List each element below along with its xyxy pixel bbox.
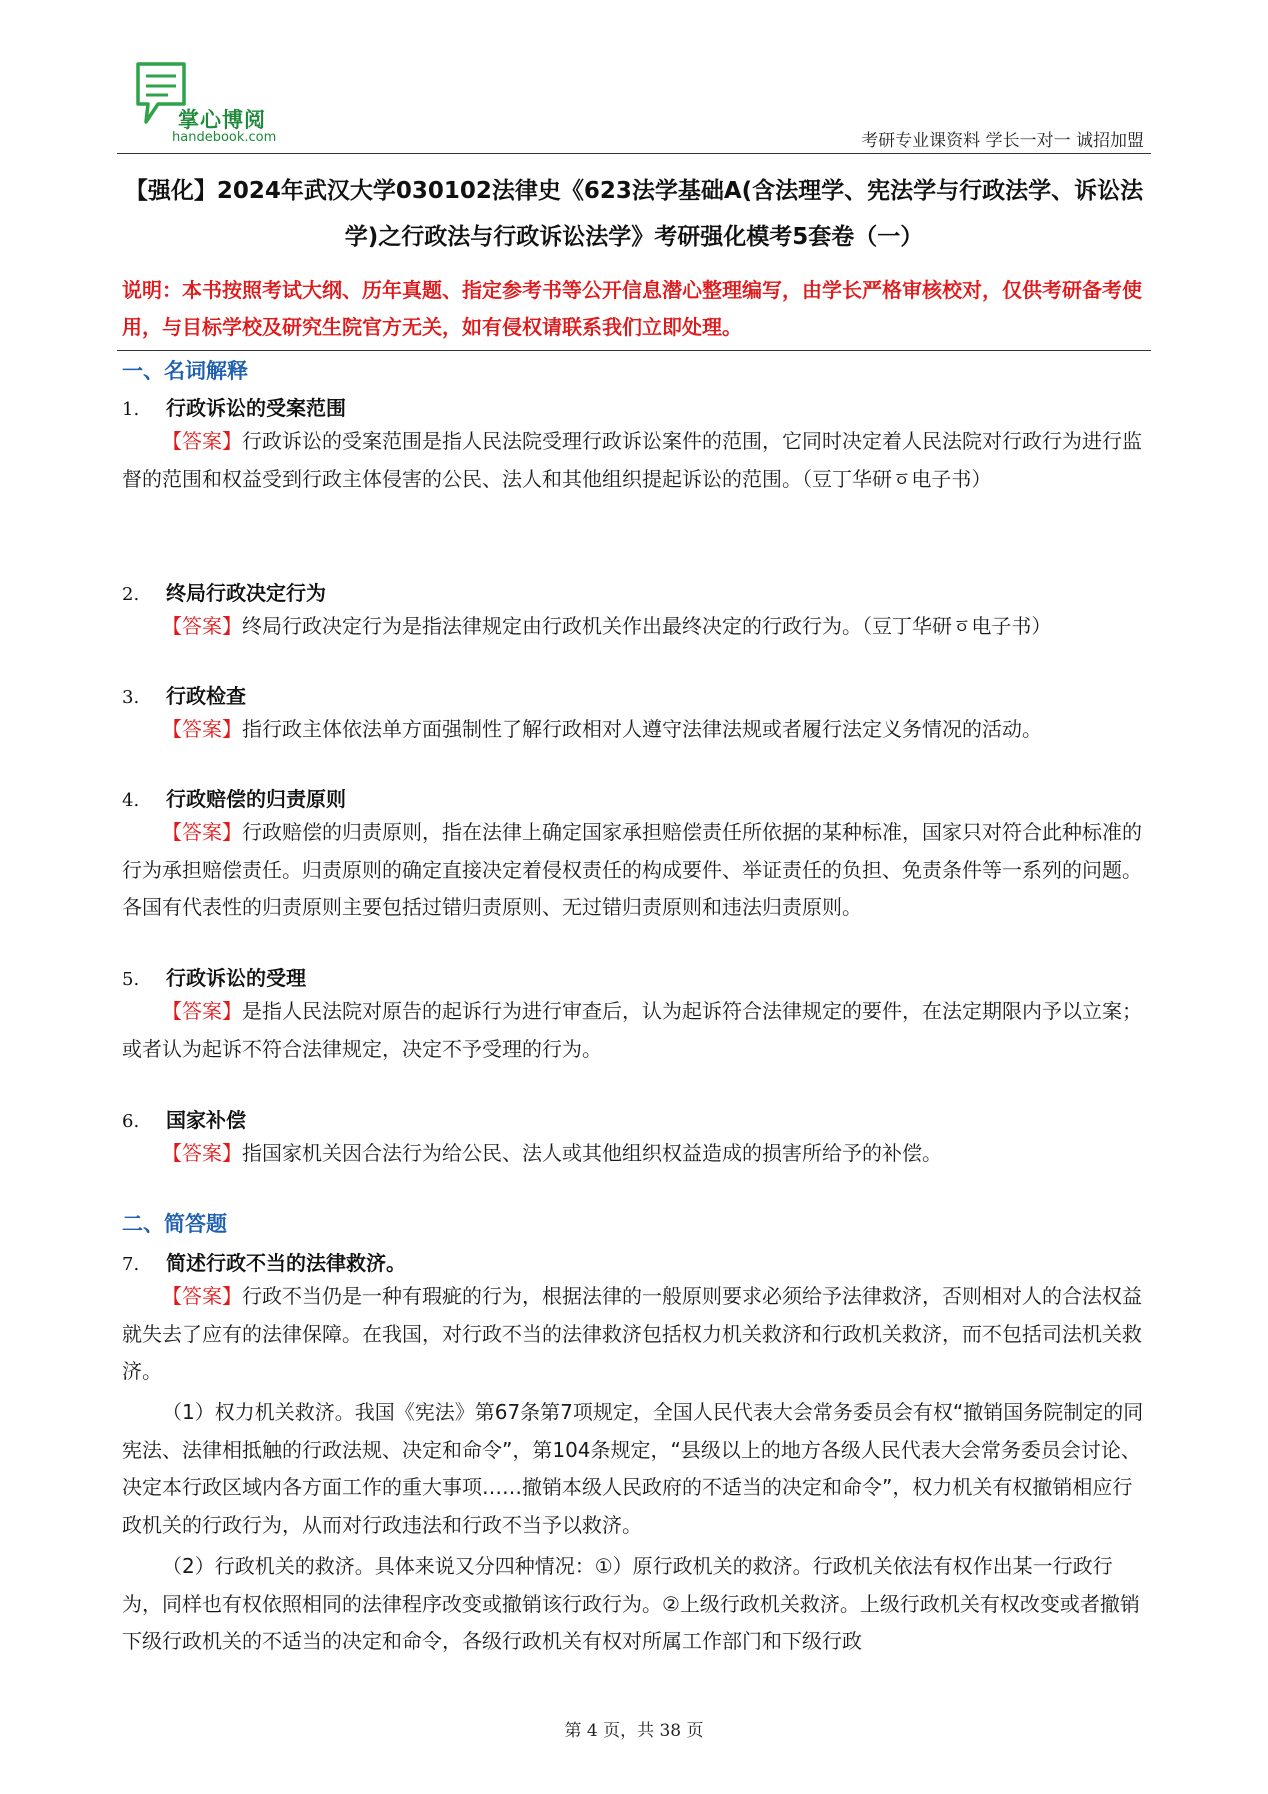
section-heading-terms: 一、名词解释	[122, 359, 248, 383]
question-text: 简述行政不当的法律救济。	[166, 1251, 406, 1275]
question-number: 2.	[122, 584, 140, 605]
answer-text: 指国家机关因合法行为给公民、法人或其他组织权益造成的损害所给予的补偿。	[242, 1141, 942, 1165]
answer-subparagraph: （2）行政机关的救济。具体来说又分四种情况：①）原行政机关的救济。行政机关依法有权作出某一行政行为，同样也有权依照相同的法律程序改变或撤销该行政行为。②上级行政机关救济。上级行政机关有权改变或者撤销下级行政机关的不适当的决定和命令，各级行政机关有权对所属工作部门和下级行政	[122, 1554, 1140, 1653]
question-title	[122, 577, 326, 606]
answer-paragraph	[122, 1278, 1152, 1391]
question-text: 终局行政决定行为	[166, 581, 326, 605]
logo-text: 掌心博阅	[178, 108, 266, 132]
question-text: 行政诉讼的受案范围	[166, 396, 346, 420]
question-title	[122, 1247, 406, 1276]
question-text: 行政诉讼的受理	[166, 966, 306, 990]
answer-paragraph	[122, 423, 1152, 498]
question-number: 3.	[122, 687, 140, 708]
question-title	[122, 962, 306, 991]
answer-subparagraph: （1）权力机关救济。我国《宪法》第67条第7项规定，全国人民代表大会常务委员会有权“撤销国务院制定的同宪法、法律相抵触的行政法规、决定和命令”，第104条规定，“县级以上的地方各级人民代表大会常务委员会讨论、决定本行政区域内各方面工作的重大事项……撤销本级人民政府的不适当的决定和命令”，权力机关有权撤销相应行政机关的行政行为，从而对行政违法和行政不当予以救济。	[122, 1400, 1144, 1537]
logo-url: handebook.com	[172, 130, 277, 145]
disclaimer-notice: 说明：本书按照考试大纲、历年真题、指定参考书等公开信息潜心整理编写，由学长严格审核校对，仅供考研备考使用，与目标学校及研究生院官方无关，如有侵权请联系我们立即处理。	[122, 278, 1142, 339]
answer-tag: 【答案】	[162, 717, 242, 741]
question-text: 国家补偿	[166, 1108, 246, 1132]
answer-paragraph	[122, 1135, 1152, 1173]
answer-tag: 【答案】	[162, 614, 242, 638]
question-number: 7.	[122, 1254, 140, 1275]
question-number: 4.	[122, 790, 140, 811]
answer-text: 终局行政决定行为是指法律规定由行政机关作出最终决定的行政行为。（豆丁华研ㆆ电子书）	[242, 614, 1052, 638]
notice-divider	[117, 350, 1151, 351]
header-tagline: 考研专业课资料 学长一对一 诚招加盟	[861, 131, 1144, 151]
answer-paragraph	[122, 993, 1152, 1068]
answer-tag: 【答案】	[162, 820, 242, 844]
answer-tag: 【答案】	[162, 1141, 242, 1165]
answer-text: 行政赔偿的归责原则，指在法律上确定国家承担赔偿责任所依据的某种标准，国家只对符合此种标准的行为承担赔偿责任。归责原则的确定直接决定着侵权责任的构成要件、举证责任的负担、免责条件等一系列的问题。各国有代表性的归责原则主要包括过错归责原则、无过错归责原则和违法归责原则。	[122, 820, 1142, 919]
question-number: 1.	[122, 399, 140, 420]
answer-text: 是指人民法院对原告的起诉行为进行审查后，认为起诉符合法律规定的要件，在法定期限内予以立案；或者认为起诉不符合法律规定，决定不予受理的行为。	[122, 999, 1142, 1061]
document-title: 【强化】2024年武汉大学030102法律史《623法学基础A(含法理学、宪法学与行政法学、诉讼法学)之行政法与行政诉讼法学》考研强化模考5套卷（一）	[124, 178, 1144, 250]
page-footer: 第 4 页，共 38 页	[564, 1721, 704, 1741]
answer-tag: 【答案】	[162, 999, 242, 1023]
section-heading-short-answer: 二、简答题	[122, 1212, 227, 1236]
question-number: 5.	[122, 969, 140, 990]
logo	[134, 60, 304, 152]
question-title	[122, 392, 346, 421]
answer-paragraph	[122, 711, 1152, 749]
answer-text: 行政诉讼的受案范围是指人民法院受理行政诉讼案件的范围，它同时决定着人民法院对行政行为进行监督的范围和权益受到行政主体侵害的公民、法人和其他组织提起诉讼的范围。（豆丁华研ㆆ电子书）	[122, 429, 1142, 491]
question-title	[122, 680, 246, 709]
answer-text: 行政不当仍是一种有瑕疵的行为，根据法律的一般原则要求必须给予法律救济，否则相对人的合法权益就失去了应有的法律保障。在我国，对行政不当的法律救济包括权力机关救济和行政机关救济，而不包括司法机关救济。	[122, 1284, 1142, 1383]
question-title	[122, 1104, 246, 1133]
header-divider	[117, 153, 1151, 154]
answer-tag: 【答案】	[162, 1284, 242, 1308]
answer-paragraph	[122, 608, 1152, 646]
question-title	[122, 783, 346, 812]
question-text: 行政赔偿的归责原则	[166, 787, 346, 811]
question-text: 行政检查	[166, 684, 246, 708]
answer-tag: 【答案】	[162, 429, 242, 453]
question-number: 6.	[122, 1111, 140, 1132]
answer-text: 指行政主体依法单方面强制性了解行政相对人遵守法律法规或者履行法定义务情况的活动。	[242, 717, 1042, 741]
answer-paragraph	[122, 814, 1152, 927]
